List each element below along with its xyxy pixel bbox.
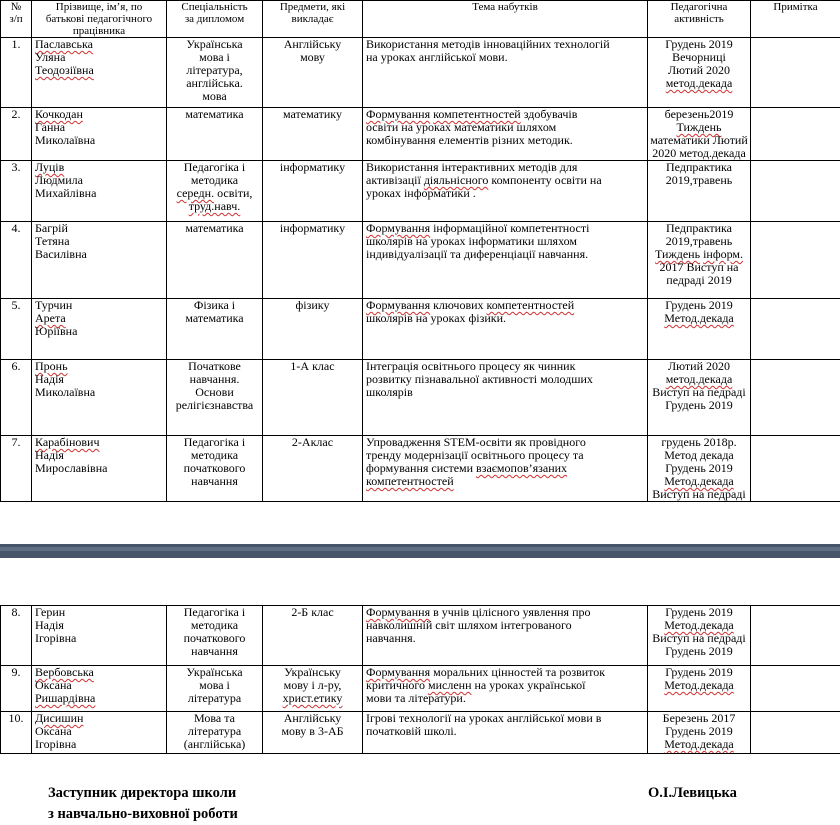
pedagogical-activity: Грудень 2019 Метод.декада	[648, 666, 751, 712]
taught-subjects: 2-Б клас	[263, 606, 363, 666]
table-row	[1, 606, 840, 666]
pedagogical-activity: Грудень 2019 Вечорниці Лютий 2020 метод.декада	[648, 38, 751, 108]
note	[751, 360, 840, 436]
header-specialty: Спеціальність за дипломом	[167, 1, 263, 38]
pedagogical-activity: грудень 2018р. Метод декада Грудень 2019 Метод.декада Виступ на педраді	[648, 436, 751, 502]
taught-subjects: Англійську мову	[263, 38, 363, 108]
row-number: 5.	[1, 299, 32, 360]
pedagogical-activity: Педпрактика 2019,травень Тиждень інформ. 2017 Виступ на педраді 2019	[648, 222, 751, 299]
teacher-name: Кочкодан Ганна Миколаївна	[32, 108, 167, 161]
methodical-topic: Використання інтерактивних методів для активізації діяльнісного компоненту освіти на уроках інформатики .	[363, 161, 648, 222]
diploma-specialty: Мова та література (англійська)	[167, 712, 263, 754]
page-break-divider	[0, 544, 840, 558]
methodical-topic: Інтеграція освітнього процесу як чинник розвитку пізнавальної активності молодших школярів	[363, 360, 648, 436]
taught-subjects: 2-Аклас	[263, 436, 363, 502]
taught-subjects: Англійську мову в 3-АБ	[263, 712, 363, 754]
row-number: 7.	[1, 436, 32, 502]
diploma-specialty: Фізика і математика	[167, 299, 263, 360]
staff-table-continued	[0, 605, 840, 754]
note	[751, 436, 840, 502]
note	[751, 712, 840, 754]
note	[751, 38, 840, 108]
taught-subjects: математику	[263, 108, 363, 161]
header-subjects: Предмети, які викладає	[263, 1, 363, 38]
note	[751, 666, 840, 712]
methodical-topic: Формування моральних цінностей та розвиток критичного мисленн на уроках української мови та літератури.	[363, 666, 648, 712]
diploma-specialty: Педагогіка і методика середн. освіти, труд.навч.	[167, 161, 263, 222]
row-number: 4.	[1, 222, 32, 299]
methodical-topic: Формування інформаційної компетентності школярів на уроках інформатики шляхом індивідуалізації та диференціації навчання.	[363, 222, 648, 299]
note	[751, 161, 840, 222]
diploma-specialty: математика	[167, 222, 263, 299]
taught-subjects: інформатику	[263, 222, 363, 299]
pedagogical-activity: березень2019 Тиждень математики Лютий 2020 метод.декада	[648, 108, 751, 161]
teacher-name: Герин Надія Ігорівна	[32, 606, 167, 666]
header-note: Примітка	[751, 1, 840, 38]
methodical-topic: Формування ключових компетентностей школярів на уроках фізики.	[363, 299, 648, 360]
methodical-topic: Використання методів інноваційних технологій на уроках англійської мови.	[363, 38, 648, 108]
table-row	[1, 436, 840, 502]
table-row	[1, 222, 840, 299]
table-row	[1, 712, 840, 754]
methodical-topic: Ігрові технології на уроках англійської мови в початковій школі.	[363, 712, 648, 754]
table-header-row	[1, 1, 840, 38]
table-row	[1, 666, 840, 712]
row-number: 6.	[1, 360, 32, 436]
signature-title	[48, 783, 238, 825]
taught-subjects: інформатику	[263, 161, 363, 222]
header-name: Прізвище, ім’я, по батькові педагогічного працівника	[32, 1, 167, 38]
table-row	[1, 38, 840, 108]
table-row	[1, 108, 840, 161]
pedagogical-activity: Березень 2017 Грудень 2019 Метод.декада	[648, 712, 751, 754]
row-number: 9.	[1, 666, 32, 712]
note	[751, 222, 840, 299]
taught-subjects: фізику	[263, 299, 363, 360]
header-activity: Педагогічна активність	[648, 1, 751, 38]
row-number: 3.	[1, 161, 32, 222]
methodical-topic: Формування в учнів цілісного уявлення про навколишній світ шляхом інтегрованого навчання.	[363, 606, 648, 666]
diploma-specialty: Початкове навчання. Основи релігієзнавства	[167, 360, 263, 436]
teacher-name: Багрій Тетяна Василівна	[32, 222, 167, 299]
teacher-name: Карабінович Надія Мирославівна	[32, 436, 167, 502]
diploma-specialty: Українська мова і література, англійська. мова	[167, 38, 263, 108]
teacher-name: Вербовська Оксана Ришардівна	[32, 666, 167, 712]
teacher-name: Луців Людмила Михайлівна	[32, 161, 167, 222]
table-row	[1, 161, 840, 222]
signature-title-line: Заступник директора школи	[48, 785, 237, 801]
signature-title-line: з навчально-виховної роботи	[48, 806, 238, 822]
teacher-name: Пронь Надія Миколаївна	[32, 360, 167, 436]
diploma-specialty: Українська мова і література	[167, 666, 263, 712]
methodical-topic: Формування компетентностей здобувачів освіти на уроках математики шляхом комбінування елементів різних методик.	[363, 108, 648, 161]
taught-subjects: 1-А клас	[263, 360, 363, 436]
pedagogical-activity: Грудень 2019 Метод.декада Виступ на педраді Грудень 2019	[648, 606, 751, 666]
note	[751, 606, 840, 666]
row-number: 8.	[1, 606, 32, 666]
teacher-name: Турчин Арета Юріївна	[32, 299, 167, 360]
header-num: № з/п	[1, 1, 32, 38]
header-topic: Тема набутків	[363, 1, 648, 38]
note	[751, 108, 840, 161]
table-row	[1, 360, 840, 436]
diploma-specialty: математика	[167, 108, 263, 161]
signature-name: О.І.Левицька	[648, 785, 737, 801]
table-row	[1, 299, 840, 360]
teacher-name: Дисишин Оксана Ігорівна	[32, 712, 167, 754]
pedagogical-activity: Лютий 2020 метод.декада Виступ на педраді Грудень 2019	[648, 360, 751, 436]
teacher-name: Паславська Уляна Теодозіївна	[32, 38, 167, 108]
diploma-specialty: Педагогіка і методика початкового навчання	[167, 436, 263, 502]
row-number: 10.	[1, 712, 32, 754]
methodical-topic: Упровадження STEM-освіти як провідного тренду модернізації освітнього процесу та формування системи взаємопов’язаних компетентностей	[363, 436, 648, 502]
row-number: 1.	[1, 38, 32, 108]
pedagogical-activity: Педпрактика 2019,травень	[648, 161, 751, 222]
taught-subjects: Українську мову і л-ру, христ.етику	[263, 666, 363, 712]
row-number: 2.	[1, 108, 32, 161]
note	[751, 299, 840, 360]
pedagogical-activity: Грудень 2019 Метод.декада	[648, 299, 751, 360]
diploma-specialty: Педагогіка і методика початкового навчання	[167, 606, 263, 666]
